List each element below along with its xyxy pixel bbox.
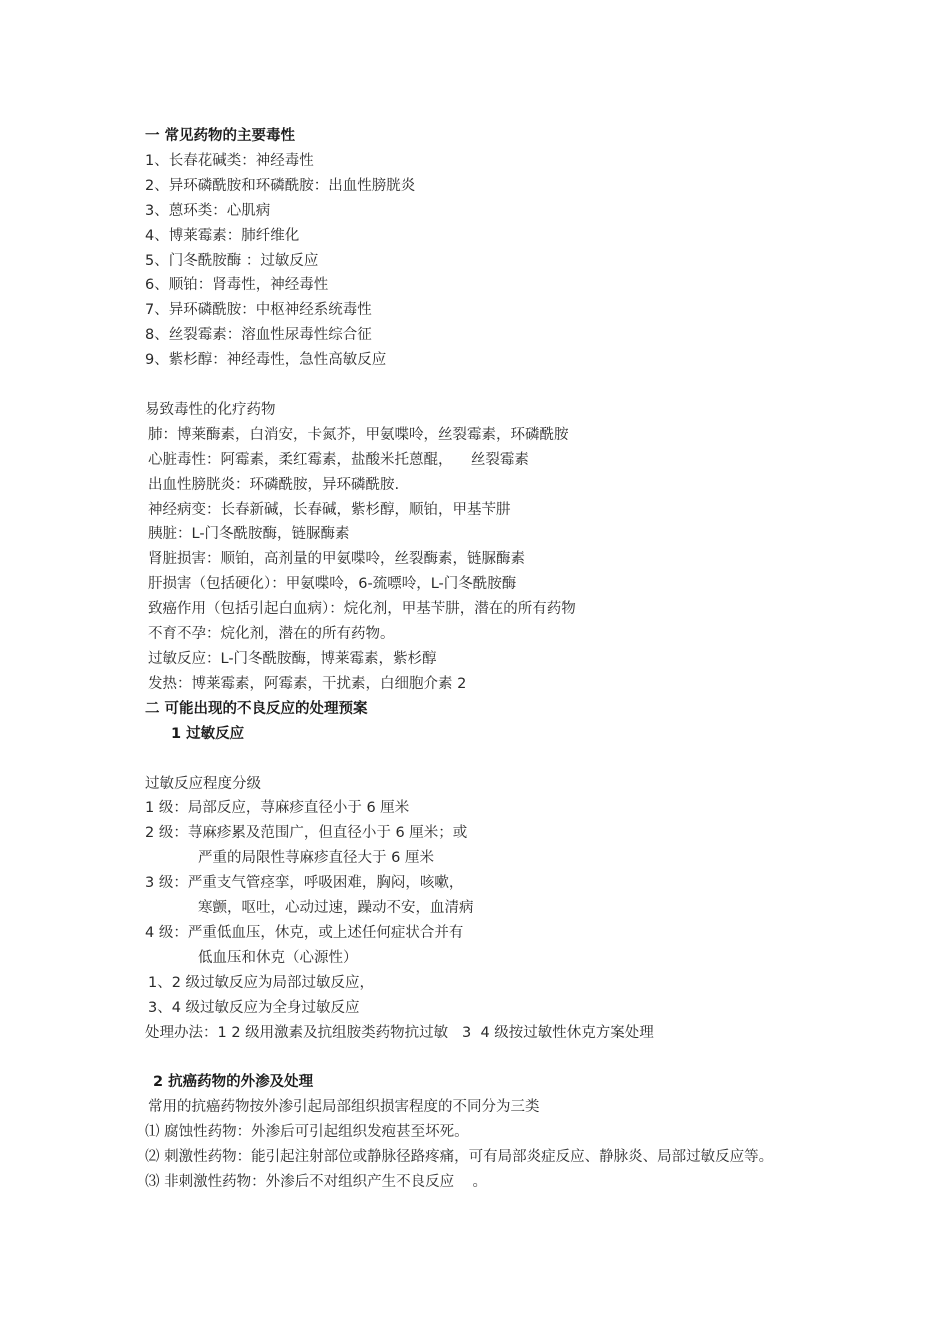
organ-toxicity-item: 胰脏：L-门冬酰胺酶，链脲酶素 xyxy=(148,526,350,543)
grade-line: 1 级：局部反应，荨麻疹直径小于 6 厘米 xyxy=(145,800,410,817)
toxicity-item: 9、紫杉醇：神经毒性，急性高敏反应 xyxy=(145,352,387,369)
extravasation-intro: 常用的抗癌药物按外渗引起局部组织损害程度的不同分为三类 xyxy=(148,1099,540,1116)
local-reaction-note: 1、2 级过敏反应为局部过敏反应， xyxy=(148,974,375,991)
organ-toxicity-item: 不育不孕：烷化剂，潜在的所有药物。 xyxy=(148,626,395,643)
treatment-method: 处理办法：1 2 级用激素及抗组胺类药物抗过敏 3 4 级按过敏性休克方案处理 xyxy=(145,1024,654,1041)
toxicity-item: 6、顺铂：肾毒性，神经毒性 xyxy=(145,277,329,294)
organ-toxicity-item: 致癌作用（包括引起白血病）：烷化剂，甲基苄肼，潜在的所有药物 xyxy=(148,601,576,618)
extravasation-item: ⑶ 非刺激性药物：外渗后不对组织产生不良反应 。 xyxy=(145,1174,488,1191)
organ-toxicity-item: 神经病变：长春新碱，长春碱，紫杉醇，顺铂，甲基苄肼 xyxy=(148,501,511,518)
grade-line: 2 级：荨麻疹累及范围广，但直径小于 6 厘米；或 xyxy=(145,825,468,842)
toxicity-item: 4、博莱霉素：肺纤维化 xyxy=(145,227,300,244)
extravasation-item: ⑵ 刺激性药物：能引起注射部位或静脉径路疼痛，可有局部炎症反应、静脉炎、局部过敏反应等。 xyxy=(145,1149,774,1166)
spacer xyxy=(145,373,825,398)
spacer xyxy=(145,1046,825,1071)
toxicity-item: 7、异环磷酰胺：中枢神经系统毒性 xyxy=(145,302,372,319)
organ-toxicity-item: 肝损害（包括硬化）：甲氨喋呤，6-巯嘌呤，L-门冬酰胺酶 xyxy=(148,576,517,593)
toxicity-item: 8、丝裂霉素：溶血性尿毒性综合征 xyxy=(145,327,372,344)
organ-toxicity-item: 肺：博莱酶素，白消安，卡氮芥，甲氨喋呤，丝裂霉素，环磷酰胺 xyxy=(148,426,569,443)
spacer xyxy=(145,747,825,772)
grade-line: 4 级：严重低血压，休克，或上述任何症状合并有 xyxy=(145,924,464,941)
section-title-common-toxicity: 一 常见药物的主要毒性 xyxy=(145,128,296,144)
subsection-title-allergy: 1 过敏反应 xyxy=(171,725,245,742)
organ-toxicity-item: 过敏反应：L-门冬酰胺酶，博莱霉素，紫杉醇 xyxy=(148,651,437,668)
organ-toxicity-item: 肾脏损害：顺铂，高剂量的甲氨喋呤，丝裂酶素，链脲酶素 xyxy=(148,551,525,568)
systemic-reaction-note: 3、4 级过敏反应为全身过敏反应 xyxy=(148,999,360,1016)
toxicity-item: 5、门冬酰胺酶 ：过敏反应 xyxy=(145,252,319,269)
extravasation-item: ⑴ 腐蚀性药物：外渗后可引起组织发疱甚至坏死。 xyxy=(145,1124,469,1141)
grade-continuation: 寒颤，呕吐，心动过速，躁动不安，血清病 xyxy=(198,900,474,917)
grade-continuation: 低血压和休克（心源性） xyxy=(198,949,358,966)
toxicity-item: 2、异环磷酰胺和环磷酰胺：出血性膀胱炎 xyxy=(145,177,416,194)
grade-line: 3 级：严重支气管痉挛，呼吸困难，胸闷，咳嗽， xyxy=(145,875,464,892)
organ-toxicity-item: 出血性膀胱炎：环磷酰胺，异环磷酰胺. xyxy=(148,476,400,493)
subsection-title-extravasation: 2 抗癌药物的外渗及处理 xyxy=(153,1074,314,1091)
grade-continuation: 严重的局限性荨麻疹直径大于 6 厘米 xyxy=(198,850,434,867)
toxicity-item: 3、蒽环类：心肌病 xyxy=(145,202,271,219)
toxicity-item: 1、长春花碱类：神经毒性 xyxy=(145,152,314,169)
organ-toxicity-heading: 易致毒性的化疗药物 xyxy=(145,401,276,418)
organ-toxicity-item: 心脏毒性：阿霉素，柔红霉素，盐酸米托蒽醌， 丝裂霉素 xyxy=(148,451,529,468)
grading-heading: 过敏反应程度分级 xyxy=(145,775,261,792)
organ-toxicity-item: 发热：博莱霉素，阿霉素，干扰素，白细胞介素 2 xyxy=(148,675,467,692)
section-title-adverse-reaction-plan: 二 可能出现的不良反应的处理预案 xyxy=(145,700,368,717)
document-body xyxy=(145,124,825,1195)
